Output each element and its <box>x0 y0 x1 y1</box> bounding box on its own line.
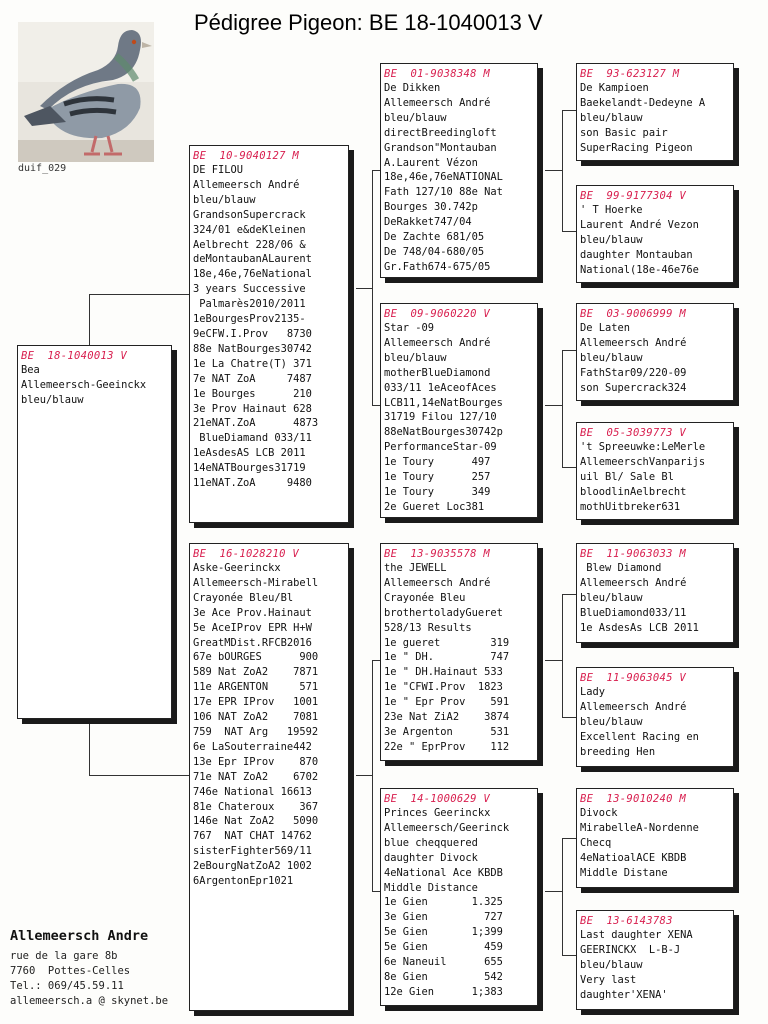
pedigree-line: 1e "CFWI.Prov 1823 <box>384 681 503 694</box>
pedigree-line: 5e AceIProv EPR H+W <box>193 621 312 634</box>
owner-name: Allemeersch Andre <box>10 928 149 944</box>
pedigree-line: Middle Distane <box>580 866 668 879</box>
pedigree-line: Bourges 30.742p <box>384 201 478 214</box>
connector <box>545 170 563 171</box>
pedigree-line: daughter'XENA' <box>580 988 668 1001</box>
pedigree-line: 106 NAT ZoA2 7081 <box>193 711 319 724</box>
pedigree-line: 1e Toury 257 <box>384 471 491 484</box>
ring-number: BE 13-9010240 M <box>580 793 686 805</box>
connector <box>562 350 576 351</box>
pedigree-box-father-mother <box>380 303 538 518</box>
pedigree-line: Lady <box>580 686 606 698</box>
pedigree-box-mother-father <box>380 543 538 761</box>
pedigree-line: son Supercrack324 <box>580 381 687 394</box>
pedigree-line: 3e Prov Hainaut 628 <box>193 402 312 415</box>
pedigree-line: 1e La Chatre(T) 371 <box>193 357 312 370</box>
pedigree-line: bleu/blauw <box>580 715 643 728</box>
pedigree-line: 324/01 e&deKleinen <box>193 223 306 236</box>
pedigree-line: bleu/blauw <box>384 111 447 124</box>
pedigree-line: De 748/04-680/05 <box>384 245 485 258</box>
pedigree-line: 3e Ace Prov.Hainaut <box>193 606 312 619</box>
pedigree-line: Fath 127/10 88e Nat <box>384 186 503 199</box>
pedigree-line: 3e Argenton 531 <box>384 725 510 738</box>
pedigree-line: Baekelandt-Dedeyne A <box>580 96 706 109</box>
pedigree-line: National(18e-46e76e <box>580 263 699 276</box>
pedigree-line: brothertoladyGueret <box>384 606 503 619</box>
pedigree-box-mfm <box>576 667 734 767</box>
pedigree-line: MirabelleA-Nordenne <box>580 821 699 834</box>
pedigree-line: 1e Bourges 210 <box>193 387 312 400</box>
pedigree-line: Bea <box>21 364 40 376</box>
ring-number: BE 18-1040013 V <box>21 350 127 362</box>
pedigree-line: Excellent Racing en <box>580 730 699 743</box>
pedigree-box-father <box>189 145 349 523</box>
pedigree-line: 759 NAT Arg 19592 <box>193 725 319 738</box>
pedigree-line: Very last <box>580 973 637 986</box>
ring-number: BE 03-9006999 M <box>580 308 686 320</box>
pedigree-line: 3e Gien 727 <box>384 911 503 924</box>
pedigree-line: Allemeersch André <box>580 576 687 589</box>
pedigree-line: Aelbrecht 228/06 & <box>193 238 306 251</box>
pedigree-line: 528/13 Results <box>384 621 472 634</box>
pedigree-box-mff <box>576 543 734 643</box>
pedigree-line: GreatMDist.RFCB2016 <box>193 636 312 649</box>
pedigree-box-fmm <box>576 422 734 520</box>
pedigree-line: 18e,46e,76eNational <box>193 268 312 281</box>
ring-number: BE 99-9177304 V <box>580 190 686 202</box>
pedigree-line: daughter Montauban <box>580 248 693 261</box>
pedigree-line: De Zachte 681/05 <box>384 231 485 244</box>
pedigree-line: breeding Hen <box>580 745 656 758</box>
owner-block <box>10 927 168 1009</box>
pedigree-line: De Kampioen <box>580 82 649 94</box>
pedigree-line: Blew Diamond <box>580 562 662 574</box>
pedigree-line: 1e AsdesAs LCB 2011 <box>580 621 699 634</box>
pedigree-line: bleu/blauw <box>193 193 256 206</box>
pedigree-line: 18e,46e,76eNATIONAL <box>384 171 503 184</box>
pedigree-line: bleu/blauw <box>384 351 447 364</box>
pedigree-line: Palmarès2010/2011 <box>193 298 306 311</box>
pedigree-line: 1e " DH. 747 <box>384 651 510 664</box>
photo-caption: duif_029 <box>18 163 67 174</box>
pedigree-line: SuperRacing Pigeon <box>580 141 693 154</box>
pedigree-line: Allemeersch-Mirabell <box>193 576 319 589</box>
ring-number: BE 16-1028210 V <box>193 548 299 560</box>
pedigree-line: son Basic pair <box>580 126 668 139</box>
pedigree-line: BlueDiamand 033/11 <box>193 432 312 445</box>
pedigree-line: 8e Gien 542 <box>384 970 503 983</box>
ring-number: BE 93-623127 M <box>580 68 680 80</box>
pedigree-line: 81e Chateroux 367 <box>193 800 319 813</box>
pedigree-line: 13e Epr IProv 870 <box>193 755 319 768</box>
pedigree-line: 1eBourgesProv2135- <box>193 313 306 326</box>
pedigree-box-mmm <box>576 910 734 1010</box>
connector <box>545 891 563 892</box>
connector <box>562 955 576 956</box>
ring-number: BE 09-9060220 V <box>384 308 490 320</box>
pedigree-line: GEERINCKX L-B-J <box>580 943 681 956</box>
owner-phone: Tel.: 069/45.59.11 <box>10 980 124 992</box>
pedigree-line: DeRakket747/04 <box>384 216 472 229</box>
ring-number: BE 11-9063045 V <box>580 672 686 684</box>
pedigree-line: Allemeersch André <box>384 576 491 589</box>
connector <box>562 231 576 232</box>
pigeon-photo <box>18 22 154 162</box>
pedigree-line: 6ArgentonEpr1021 <box>193 875 294 888</box>
pedigree-line: Crayonée Bleu/Bl <box>193 591 294 604</box>
pedigree-line: Allemeersch-Geeinckx <box>21 378 147 391</box>
pedigree-box-mmf <box>576 788 734 888</box>
pedigree-line: Allemeersch André <box>384 336 491 349</box>
pedigree-line: 14eNATBourges31719 <box>193 462 306 475</box>
connector <box>562 594 563 718</box>
pedigree-line: 11eNAT.ZoA 9480 <box>193 477 312 490</box>
pedigree-line: 9eCFW.I.Prov 8730 <box>193 327 312 340</box>
pedigree-line: 6e LaSouterraine442 <box>193 740 312 753</box>
pedigree-line: 88e NatBourges30742 <box>193 342 312 355</box>
pedigree-line: Allemeersch André <box>384 96 491 109</box>
pedigree-line: bleu/blauw <box>580 111 643 124</box>
pedigree-line: Aske-Geerinckx <box>193 562 281 574</box>
pedigree-line: Middle Distance <box>384 881 478 894</box>
pedigree-line: De Dikken <box>384 82 441 94</box>
pedigree-line: 5e Gien 1;399 <box>384 926 503 939</box>
pedigree-line: 1e " DH.Hainaut 533 <box>384 666 503 679</box>
pedigree-line: Allemeersch/Geerinck <box>384 821 510 834</box>
pedigree-line: AllemeerschVanparijs <box>580 455 706 468</box>
pedigree-line: ' T Hoerke <box>580 204 643 216</box>
pedigree-box-subject <box>17 345 172 719</box>
pedigree-line: 71e NAT ZoA2 6702 <box>193 770 319 783</box>
pedigree-box-ffm <box>576 185 734 283</box>
pedigree-line: 1e Toury 349 <box>384 485 491 498</box>
pedigree-box-mother <box>189 543 349 1011</box>
connector <box>562 110 576 111</box>
pedigree-line: 31719 Filou 127/10 <box>384 411 497 424</box>
connector <box>562 467 576 468</box>
pedigree-line: 1e Gien 1.325 <box>384 896 503 909</box>
pedigree-line: 23e Nat ZiA2 3874 <box>384 711 510 724</box>
pedigree-line: 589 Nat ZoA2 7871 <box>193 666 319 679</box>
ring-number: BE 01-9038348 M <box>384 68 490 80</box>
pedigree-line: Allemeersch André <box>580 700 687 713</box>
pedigree-line: bleu/blauw <box>580 351 643 364</box>
pedigree-line: 67e bOURGES 900 <box>193 651 319 664</box>
pedigree-line: 1e Toury 497 <box>384 456 491 469</box>
pedigree-line: 4eNatioalACE KBDB <box>580 851 687 864</box>
pedigree-line: 3 years Successive <box>193 283 306 296</box>
pedigree-box-father-father <box>380 63 538 278</box>
pedigree-line: 5e Gien 459 <box>384 941 503 954</box>
connector <box>356 288 373 289</box>
pedigree-line: Last daughter XENA <box>580 929 693 941</box>
ring-number: BE 05-3039773 V <box>580 427 686 439</box>
pedigree-line: motherBlueDiamond <box>384 366 491 379</box>
pedigree-line: 6e Naneuil 655 <box>384 956 503 969</box>
pedigree-line: 2e Gueret Loc381 <box>384 500 485 513</box>
pedigree-line: Laurent André Vezon <box>580 218 699 231</box>
connector <box>562 350 563 468</box>
owner-city: 7760 Pottes-Celles <box>10 965 131 977</box>
ring-number: BE 14-1000629 V <box>384 793 490 805</box>
page-title: Pédigree Pigeon: BE 18-1040013 V <box>194 10 543 35</box>
pedigree-line: 1eAsdesAS LCB 2011 <box>193 447 306 460</box>
pedigree-line: 17e EPR IProv 1001 <box>193 696 319 709</box>
pedigree-line: blue cheqquered <box>384 836 478 849</box>
pedigree-line: bleu/blauw <box>580 591 643 604</box>
ring-number: BE 11-9063033 M <box>580 548 686 560</box>
pedigree-line: GrandsonSupercrack <box>193 208 306 221</box>
pedigree-line: bleu/blauw <box>580 958 643 971</box>
owner-address: rue de la gare 8b <box>10 950 118 962</box>
pedigree-line: 11e ARGENTON 571 <box>193 681 319 694</box>
pedigree-line: the JEWELL <box>384 562 447 574</box>
pedigree-line: uil Bl/ Sale Bl <box>580 470 674 483</box>
pedigree-line: Allemeersch André <box>193 178 300 191</box>
pedigree-box-fff <box>576 63 734 161</box>
pedigree-line: 146e Nat ZoA2 5090 <box>193 815 319 828</box>
pedigree-line: FathStar09/220-09 <box>580 366 687 379</box>
pedigree-line: A.Laurent Vézon <box>384 156 478 169</box>
pedigree-line: Princes Geerinckx <box>384 807 491 819</box>
pedigree-line: BlueDiamond033/11 <box>580 606 687 619</box>
owner-email: allemeersch.a @ skynet.be <box>10 995 169 1007</box>
pedigree-line: bleu/blauw <box>21 393 84 406</box>
ring-number: BE 10-9040127 M <box>193 150 299 162</box>
connector <box>89 722 90 776</box>
connector <box>89 294 190 295</box>
pedigree-box-mother-mother <box>380 788 538 1006</box>
pedigree-line: DE FILOU <box>193 164 244 176</box>
connector <box>545 405 563 406</box>
pedigree-line: directBreedingloft <box>384 126 497 139</box>
pedigree-line: 21eNAT.ZoA 4873 <box>193 417 319 430</box>
connector <box>89 294 90 350</box>
pedigree-line: 2eBourgNatZoA2 1002 <box>193 860 312 873</box>
pedigree-line: 4eNational Ace KBDB <box>384 866 503 879</box>
pedigree-line: 1e " Epr Prov 591 <box>384 696 510 709</box>
pedigree-line: 746e National 16613 <box>193 785 312 798</box>
connector <box>562 838 563 956</box>
connector <box>562 838 576 839</box>
connector <box>562 594 576 595</box>
pedigree-line: 767 NAT CHAT 14762 <box>193 830 312 843</box>
pedigree-line: 1e gueret 319 <box>384 636 510 649</box>
pedigree-line: Checq <box>580 836 612 849</box>
connector <box>562 717 576 718</box>
pedigree-line: 88eNatBourges30742p <box>384 426 503 439</box>
pedigree-line: 7e NAT ZoA 7487 <box>193 372 312 385</box>
connector <box>562 110 563 232</box>
pedigree-line: 12e Gien 1;383 <box>384 985 503 998</box>
connector <box>372 660 373 892</box>
pedigree-line: deMontaubanALaurent <box>193 253 312 266</box>
pedigree-line: Gr.Fath674-675/05 <box>384 260 491 273</box>
pedigree-line: 22e " EprProv 112 <box>384 740 510 753</box>
pedigree-line: Divock <box>580 807 618 819</box>
pedigree-line: sisterFighter569/11 <box>193 845 312 858</box>
ring-number: BE 13-6143783 <box>580 915 673 927</box>
pedigree-line: De Laten <box>580 322 631 334</box>
pedigree-line: Grandson"Montauban <box>384 141 497 154</box>
pedigree-line: 033/11 1eAceofAces <box>384 381 497 394</box>
pedigree-line: bleu/blauw <box>580 233 643 246</box>
connector <box>89 775 190 776</box>
pedigree-box-fmf <box>576 303 734 401</box>
ring-number: BE 13-9035578 M <box>384 548 490 560</box>
connector <box>356 775 373 776</box>
pedigree-line: mothUitbreker631 <box>580 500 681 513</box>
pedigree-line: daughter Divock <box>384 851 478 864</box>
pedigree-line: bloodlinAelbrecht <box>580 485 687 498</box>
connector <box>545 660 563 661</box>
pedigree-line: Star -09 <box>384 322 435 334</box>
pedigree-line: LCB11,14eNatBourges <box>384 396 503 409</box>
pedigree-line: PerformanceStar-09 <box>384 441 497 454</box>
pedigree-line: 't Spreeuwke:LeMerle <box>580 441 706 453</box>
pedigree-line: Allemeersch André <box>580 336 687 349</box>
pedigree-line: Crayonée Bleu <box>384 591 466 604</box>
